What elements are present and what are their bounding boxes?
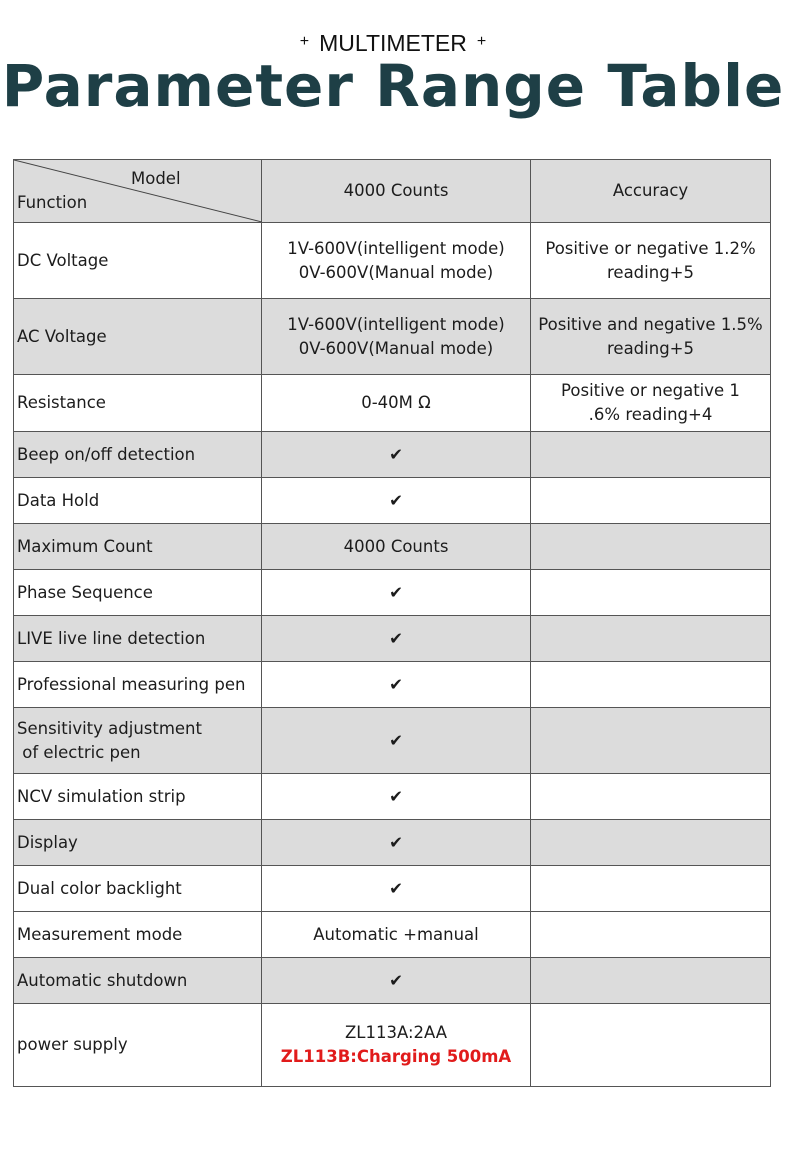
- check-icon: ✔: [262, 478, 531, 524]
- check-icon: ✔: [262, 570, 531, 616]
- column-header-counts: 4000 Counts: [262, 160, 531, 223]
- check-icon: ✔: [262, 662, 531, 708]
- accuracy-line: reading+5: [607, 338, 694, 358]
- function-cell: power supply: [14, 1004, 262, 1087]
- value-cell: [262, 223, 531, 299]
- accuracy-cell: [531, 958, 771, 1004]
- table-row: [14, 662, 771, 708]
- value-line: 1V-600V(intelligent mode): [287, 238, 505, 258]
- accuracy-line: Positive or negative 1: [561, 381, 740, 400]
- value-cell: [262, 299, 531, 375]
- accuracy-cell: [531, 774, 771, 820]
- function-cell: Measurement mode: [14, 912, 262, 958]
- accuracy-cell: [531, 570, 771, 616]
- corner-cell: [14, 160, 262, 223]
- function-cell: Display: [14, 820, 262, 866]
- check-icon: ✔: [262, 774, 531, 820]
- function-cell: Dual color backlight: [14, 866, 262, 912]
- function-cell: Automatic shutdown: [14, 958, 262, 1004]
- accuracy-cell: [531, 524, 771, 570]
- table-row: [14, 223, 771, 299]
- function-cell: Resistance: [14, 375, 262, 432]
- accuracy-cell: [531, 662, 771, 708]
- check-icon: ✔: [262, 616, 531, 662]
- table-row: [14, 774, 771, 820]
- table-row: [14, 299, 771, 375]
- function-cell: [14, 708, 262, 774]
- value-cell: [262, 1004, 531, 1087]
- corner-model-label: Model: [131, 169, 181, 188]
- column-header-accuracy: Accuracy: [531, 160, 771, 223]
- header: [0, 0, 786, 140]
- accuracy-cell: [531, 432, 771, 478]
- table-row: [14, 708, 771, 774]
- accuracy-cell: [531, 820, 771, 866]
- value-line: 1V-600V(intelligent mode): [287, 314, 505, 334]
- table-row: [14, 524, 771, 570]
- table-row: [14, 866, 771, 912]
- table-row: [14, 375, 771, 432]
- plus-mark-right: +: [476, 33, 487, 50]
- table-row: [14, 820, 771, 866]
- table-row: [14, 958, 771, 1004]
- function-cell: NCV simulation strip: [14, 774, 262, 820]
- table-row: [14, 616, 771, 662]
- subtitle-text: MULTIMETER: [319, 30, 467, 56]
- accuracy-line: Positive and negative 1.5%: [538, 314, 763, 334]
- corner-function-label: Function: [17, 193, 88, 212]
- accuracy-cell: [531, 299, 771, 375]
- function-cell: Data Hold: [14, 478, 262, 524]
- parameter-table: [13, 159, 771, 1087]
- accuracy-line: reading+5: [607, 262, 694, 282]
- function-cell: LIVE live line detection: [14, 616, 262, 662]
- table-header-row: [14, 160, 771, 223]
- accuracy-cell: [531, 866, 771, 912]
- value-cell: 0-40M Ω: [262, 375, 531, 432]
- check-icon: ✔: [262, 866, 531, 912]
- check-icon: ✔: [262, 432, 531, 478]
- function-cell: Professional measuring pen: [14, 662, 262, 708]
- function-cell: Maximum Count: [14, 524, 262, 570]
- table-row: [14, 570, 771, 616]
- table-row: [14, 912, 771, 958]
- accuracy-cell: [531, 375, 771, 432]
- accuracy-cell: [531, 478, 771, 524]
- function-cell: DC Voltage: [14, 223, 262, 299]
- function-cell: Phase Sequence: [14, 570, 262, 616]
- value-cell: 4000 Counts: [262, 524, 531, 570]
- accuracy-cell: [531, 912, 771, 958]
- accuracy-cell: [531, 708, 771, 774]
- function-line: of electric pen: [17, 742, 141, 762]
- page-title: Parameter Range Table: [1, 52, 785, 120]
- accuracy-cell: [531, 223, 771, 299]
- accuracy-cell: [531, 1004, 771, 1087]
- function-cell: AC Voltage: [14, 299, 262, 375]
- value-line-highlight: ZL113B:Charging 500mA: [280, 1047, 512, 1066]
- value-cell: Automatic +manual: [262, 912, 531, 958]
- check-icon: ✔: [262, 820, 531, 866]
- check-icon: ✔: [262, 958, 531, 1004]
- function-line: Sensitivity adjustment: [17, 718, 202, 738]
- accuracy-line: .6% reading+4: [588, 405, 713, 424]
- accuracy-cell: [531, 616, 771, 662]
- check-icon: ✔: [262, 708, 531, 774]
- function-cell: Beep on/off detection: [14, 432, 262, 478]
- table-row: [14, 478, 771, 524]
- table-row: [14, 1004, 771, 1087]
- value-line: ZL113A:2AA: [344, 1023, 448, 1042]
- table-row: [14, 432, 771, 478]
- value-line: 0V-600V(Manual mode): [298, 338, 494, 358]
- accuracy-line: Positive or negative 1.2%: [545, 238, 756, 258]
- value-line: 0V-600V(Manual mode): [298, 262, 494, 282]
- plus-mark-left: +: [299, 33, 310, 50]
